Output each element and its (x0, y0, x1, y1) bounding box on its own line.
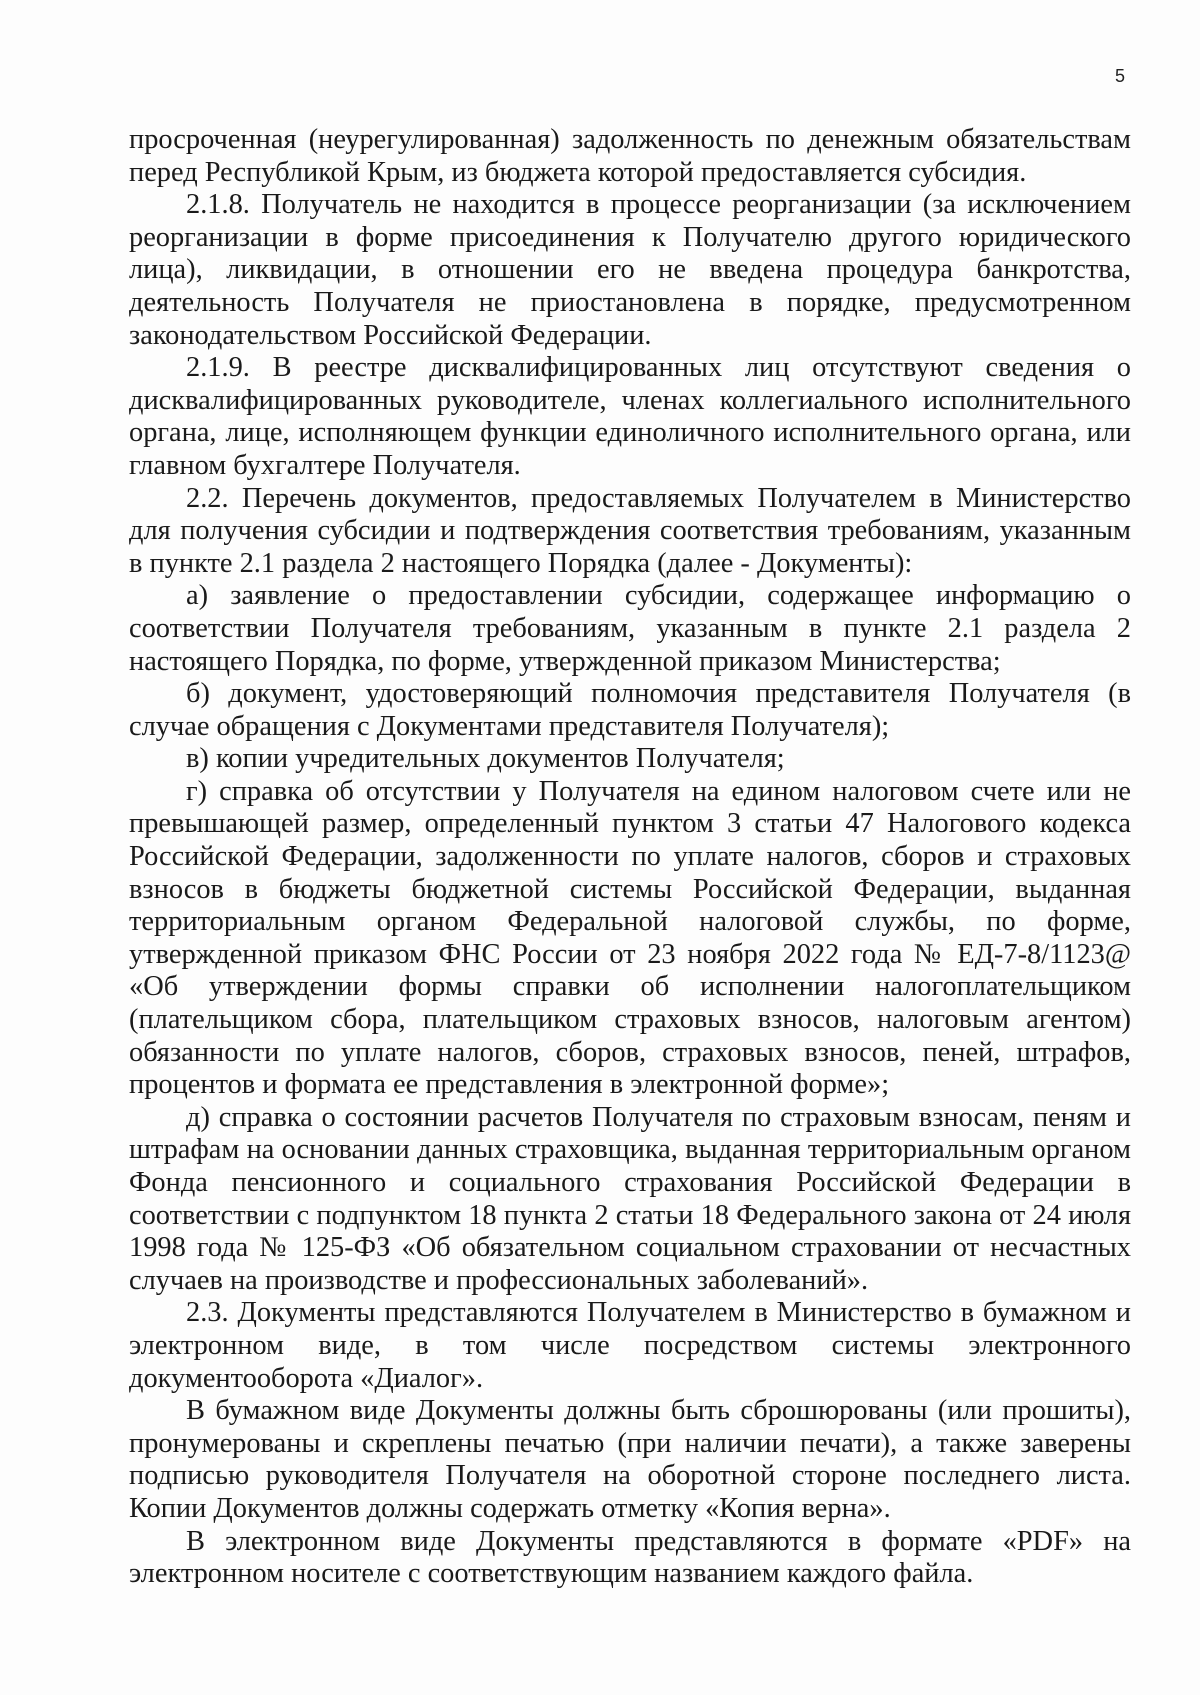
paragraph-2-3: 2.3. Документы представляются Получателем в Министерство в бумажном и электронном виде, в том числе посредством системы электронного документооборота «Диалог». (129, 1297, 1131, 1394)
paragraph-paper-form: В бумажном виде Документы должны быть сброшюрованы (или прошиты), пронумерованы и скреплены печатью (при наличии печати), а также заверены подписью руководителя Получателя на оборотной стороне последнего листа. Копии Документов должны содержать отметку «Копия верна». (129, 1395, 1131, 1524)
page-number: 5 (1114, 66, 1125, 86)
paragraph-continuation: просроченная (неурегулированная) задолженность по денежным обязательствам перед Республикой Крым, из бюджета которой предоставляется субсидия. (129, 124, 1131, 188)
paragraph-2-2: 2.2. Перечень документов, предоставляемых Получателем в Министерство для получения субсидии и подтверждения соответствия требованиям, указанным в пункте 2.1 раздела 2 настоящего Порядка (далее - Документы): (129, 482, 1131, 579)
list-item-b: б) документ, удостоверяющий полномочия представителя Получателя (в случае обращения с Документами представителя Получателя); (129, 678, 1131, 742)
paragraph-electronic-form: В электронном виде Документы представляются в формате «PDF» на электронном носителе с соответствующим названием каждого файла. (129, 1525, 1131, 1590)
list-item-v: в) копии учредительных документов Получателя; (186, 743, 785, 775)
paragraph-2-1-8: 2.1.8. Получатель не находится в процессе реорганизации (за исключением реорганизации в форме присоединения к Получателю другого юридического лица), ликвидации, в отношении его не введена процедура банкротства, деятельность Получателя не приостановлена в порядке, предусмотренном законодательством Российской Федерации. (129, 189, 1131, 351)
list-item-g: г) справка об отсутствии у Получателя на едином налоговом счете или не превышающей размер, определенный пунктом 3 статьи 47 Налогового кодекса Российской Федерации, задолженности по уплате налогов, сборов и страховых взносов в бюджеты бюджетной системы Российской Федерации, выданная территориальным органом Федеральной налоговой службы, по форме, утвержденной приказом ФНС России от 23 ноября 2022 года № ЕД-7-8/1123@ «Об утверждении формы справки об исполнении налогоплательщиком (плательщиком сбора, плательщиком страховых взносов, налоговым агентом) обязанности по уплате налогов, сборов, страховых взносов, пеней, штрафов, процентов и формата ее представления в электронной форме»; (129, 775, 1131, 1101)
document-body (129, 124, 1131, 1591)
list-item-d: д) справка о состоянии расчетов Получателя по страховым взносам, пеням и штрафам на основании данных страховщика, выданная территориальным органом Фонда пенсионного и социального страхования Российской Федерации в соответствии с подпунктом 18 пункта 2 статьи 18 Федерального закона от 24 июля 1998 года № 125-ФЗ «Об обязательном социальном страховании от несчастных случаев на производстве и профессиональных заболеваний». (129, 1101, 1131, 1296)
list-item-a: а) заявление о предоставлении субсидии, содержащее информацию о соответствии Получателя требованиям, указанным в пункте 2.1 раздела 2 настоящего Порядка, по форме, утвержденной приказом Министерства; (129, 580, 1131, 677)
paragraph-2-1-9: 2.1.9. В реестре дисквалифицированных лиц отсутствуют сведения о дисквалифицированных руководителе, членах коллегиального исполнительного органа, лице, исполняющем функции единоличного исполнительного органа, или главном бухгалтере Получателя. (129, 352, 1131, 481)
